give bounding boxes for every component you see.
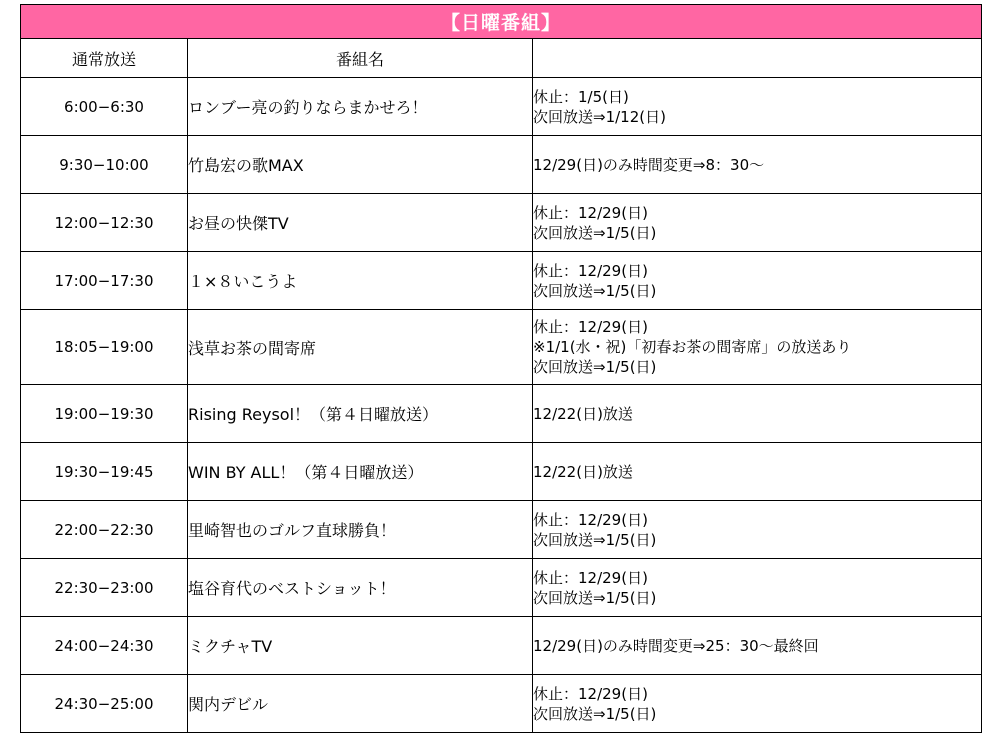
- title-row: [21, 5, 982, 39]
- program-name: 塩谷育代のベストショット！: [188, 559, 533, 617]
- note-line: 休止：12/29(日): [533, 568, 648, 587]
- program-name: WIN BY ALL！（第４日曜放送）: [188, 443, 533, 501]
- schedule-rows: [21, 78, 982, 733]
- broadcast-time: 24:30−25:00: [21, 675, 188, 733]
- broadcast-note: [533, 559, 982, 617]
- broadcast-time: 22:30−23:00: [21, 559, 188, 617]
- program-name: Rising Reysol！（第４日曜放送）: [188, 385, 533, 443]
- broadcast-time: 17:00−17:30: [21, 252, 188, 310]
- broadcast-time: 9:30−10:00: [21, 136, 188, 194]
- table-row: [21, 136, 982, 194]
- broadcast-note: [533, 136, 982, 194]
- program-name: 浅草お茶の間寄席: [188, 310, 533, 385]
- broadcast-time: 22:00−22:30: [21, 501, 188, 559]
- table-row: [21, 501, 982, 559]
- broadcast-note: [533, 78, 982, 136]
- program-name: 竹島宏の歌MAX: [188, 136, 533, 194]
- program-name: １×８いこうよ: [188, 252, 533, 310]
- broadcast-time: 24:00−24:30: [21, 617, 188, 675]
- broadcast-time: 6:00−6:30: [21, 78, 188, 136]
- note-line: 12/29(日)のみ時間変更⇒25：30〜最終回: [533, 636, 819, 655]
- table-row: [21, 194, 982, 252]
- note-line: 12/22(日)放送: [533, 462, 633, 481]
- broadcast-note: [533, 310, 982, 385]
- table-row: [21, 78, 982, 136]
- table-row: [21, 617, 982, 675]
- header-program-name: 番組名: [188, 39, 533, 78]
- broadcast-time: 12:00−12:30: [21, 194, 188, 252]
- header-row: [21, 39, 982, 78]
- program-name: お昼の快傑TV: [188, 194, 533, 252]
- header-regular-broadcast: 通常放送: [21, 39, 188, 78]
- note-line: 12/29(日)のみ時間変更⇒8：30〜: [533, 155, 765, 174]
- broadcast-note: [533, 194, 982, 252]
- note-line: 次回放送⇒1/5(日): [533, 281, 657, 300]
- note-line: 12/22(日)放送: [533, 404, 633, 423]
- broadcast-note: [533, 501, 982, 559]
- program-name: ロンブー亮の釣りならまかせろ！: [188, 78, 533, 136]
- program-name: 関内デビル: [188, 675, 533, 733]
- table-row: [21, 559, 982, 617]
- note-line: 次回放送⇒1/5(日): [533, 223, 657, 242]
- header-notes: [533, 39, 982, 78]
- broadcast-time: 19:30−19:45: [21, 443, 188, 501]
- broadcast-time: 19:00−19:30: [21, 385, 188, 443]
- broadcast-note: [533, 617, 982, 675]
- sunday-schedule-table: [20, 4, 982, 733]
- broadcast-note: [533, 443, 982, 501]
- note-line: 次回放送⇒1/5(日): [533, 704, 657, 723]
- note-line: 休止：12/29(日): [533, 261, 648, 280]
- note-line: 休止：12/29(日): [533, 684, 648, 703]
- table-row: [21, 385, 982, 443]
- broadcast-time: 18:05−19:00: [21, 310, 188, 385]
- broadcast-note: [533, 385, 982, 443]
- note-line: ※1/1(水・祝)「初春お茶の間寄席」の放送あり: [533, 338, 852, 356]
- note-line: 休止：12/29(日): [533, 203, 648, 222]
- table-title: 【日曜番組】: [21, 5, 982, 39]
- program-name: ミクチャTV: [188, 617, 533, 675]
- note-line: 休止：1/5(日): [533, 87, 629, 106]
- note-line: 休止：12/29(日): [533, 318, 648, 336]
- note-line: 次回放送⇒1/5(日): [533, 588, 657, 607]
- note-line: 次回放送⇒1/5(日): [533, 530, 657, 549]
- broadcast-note: [533, 252, 982, 310]
- table-row: [21, 310, 982, 385]
- note-line: 休止：12/29(日): [533, 510, 648, 529]
- table-row: [21, 252, 982, 310]
- program-name: 里崎智也のゴルフ直球勝負！: [188, 501, 533, 559]
- note-line: 次回放送⇒1/12(日): [533, 107, 666, 126]
- note-line: 次回放送⇒1/5(日): [533, 358, 657, 376]
- table-row: [21, 443, 982, 501]
